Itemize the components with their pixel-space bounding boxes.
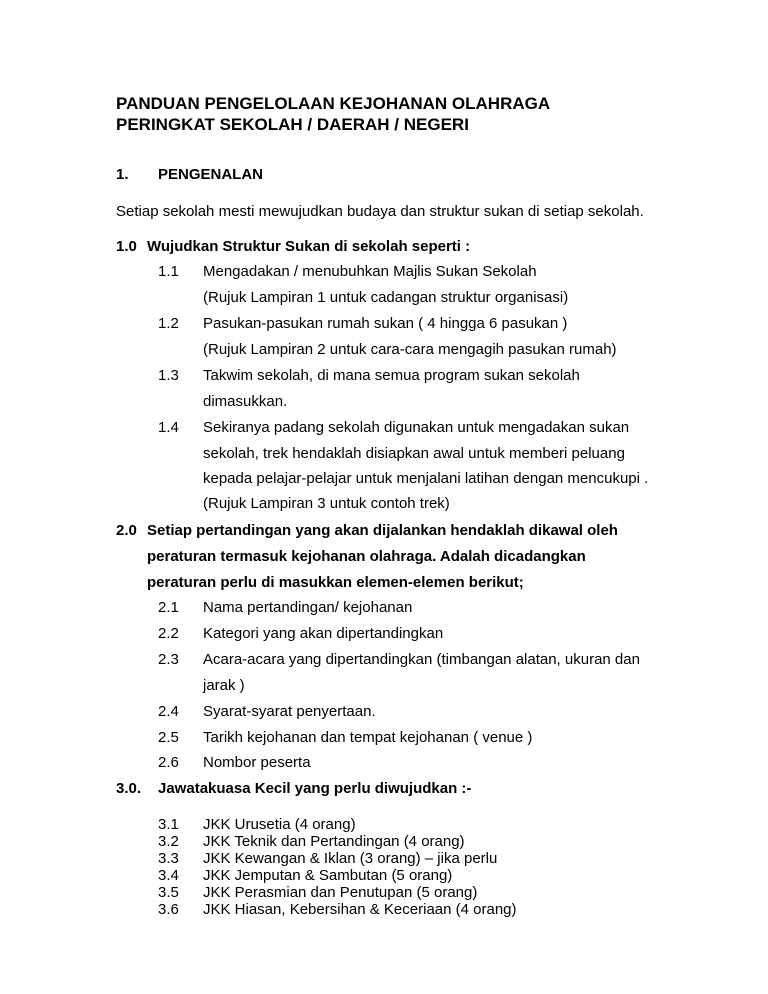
item-2-6-text: Nombor peserta: [203, 754, 311, 771]
item-1-4-line-2: sekolah, trek hendaklah disiapkan awal untuk memberi peluang: [203, 445, 625, 462]
section-2-0-heading-line-3: peraturan perlu di masukkan elemen-elemen berikut;: [147, 574, 524, 591]
item-1-3-line-1: Takwim sekolah, di mana semua program sukan sekolah: [203, 367, 580, 384]
item-3-4-text: JKK Jemputan & Sambutan (5 orang): [203, 867, 453, 884]
item-1-4-line-1: Sekiranya padang sekolah digunakan untuk mengadakan sukan: [203, 419, 630, 436]
item-3-2-text: JKK Teknik dan Pertandingan (4 orang): [203, 833, 465, 850]
item-3-2-number: 3.2: [158, 833, 179, 850]
section-1-0-heading: Wujudkan Struktur Sukan di sekolah seperti :: [147, 238, 471, 255]
item-2-6-number: 2.6: [158, 754, 179, 771]
section-2-0-heading-line-1: Setiap pertandingan yang akan dijalankan hendaklah dikawal oleh: [147, 522, 618, 539]
item-3-4-number: 3.4: [158, 867, 179, 884]
item-1-1-line-1: Mengadakan / menubuhkan Majlis Sukan Sekolah: [203, 263, 537, 280]
section-1-heading: PENGENALAN: [158, 166, 264, 183]
item-3-6-number: 3.6: [158, 901, 179, 918]
item-2-5-number: 2.5: [158, 729, 179, 746]
section-3-0-heading: Jawatakuasa Kecil yang perlu diwujudkan :-: [158, 780, 472, 797]
section-2-0-heading-line-2: peraturan termasuk kejohanan olahraga. Adalah dicadangkan: [147, 548, 586, 565]
section-1-0-number: 1.0: [116, 238, 137, 255]
item-1-3-line-2: dimasukkan.: [203, 393, 288, 410]
item-3-1-number: 3.1: [158, 816, 179, 833]
item-3-5-text: JKK Perasmian dan Penutupan (5 orang): [203, 884, 478, 901]
item-1-2-line-2: (Rujuk Lampiran 2 untuk cara-cara mengagih pasukan rumah): [203, 341, 617, 358]
section-1-text: Setiap sekolah mesti mewujudkan budaya dan struktur sukan di setiap sekolah.: [116, 203, 644, 220]
item-3-5-number: 3.5: [158, 884, 179, 901]
item-2-4-number: 2.4: [158, 703, 179, 720]
item-1-1-line-2: (Rujuk Lampiran 1 untuk cadangan struktur organisasi): [203, 289, 569, 306]
item-1-2-line-1: Pasukan-pasukan rumah sukan ( 4 hingga 6 pasukan ): [203, 315, 568, 332]
section-3-0-number: 3.0.: [116, 780, 142, 797]
item-1-4-line-3: kepada pelajar-pelajar untuk menjalani latihan dengan mencukupi .: [203, 470, 649, 487]
item-1-1-number: 1.1: [158, 263, 179, 280]
item-3-6-text: JKK Hiasan, Kebersihan & Keceriaan (4 orang): [203, 901, 517, 918]
item-2-5-text: Tarikh kejohanan dan tempat kejohanan ( venue ): [203, 729, 533, 746]
item-1-3-number: 1.3: [158, 367, 179, 384]
item-2-3-number: 2.3: [158, 651, 179, 668]
item-2-2-text: Kategori yang akan dipertandingkan: [203, 625, 444, 642]
item-2-2-number: 2.2: [158, 625, 179, 642]
document-title-line-2: PERINGKAT SEKOLAH / DAERAH / NEGERI: [116, 115, 469, 134]
item-2-4-text: Syarat-syarat penyertaan.: [203, 703, 376, 720]
item-1-4-line-4: (Rujuk Lampiran 3 untuk contoh trek): [203, 495, 450, 512]
item-1-2-number: 1.2: [158, 315, 179, 332]
item-3-1-text: JKK Urusetia (4 orang): [203, 816, 356, 833]
section-2-0-number: 2.0: [116, 522, 137, 539]
section-1-number: 1.: [116, 166, 129, 183]
document-title-line-1: PANDUAN PENGELOLAAN KEJOHANAN OLAHRAGA: [116, 94, 551, 113]
item-2-1-text: Nama pertandingan/ kejohanan: [203, 599, 413, 616]
item-2-3-line-1: Acara-acara yang dipertandingkan (timbangan alatan, ukuran dan: [203, 651, 640, 668]
item-2-1-number: 2.1: [158, 599, 179, 616]
item-3-3-number: 3.3: [158, 850, 179, 867]
item-1-4-number: 1.4: [158, 419, 179, 436]
item-2-3-line-2: jarak ): [203, 677, 245, 694]
item-3-3-text: JKK Kewangan & Iklan (3 orang) – jika perlu: [203, 850, 498, 867]
